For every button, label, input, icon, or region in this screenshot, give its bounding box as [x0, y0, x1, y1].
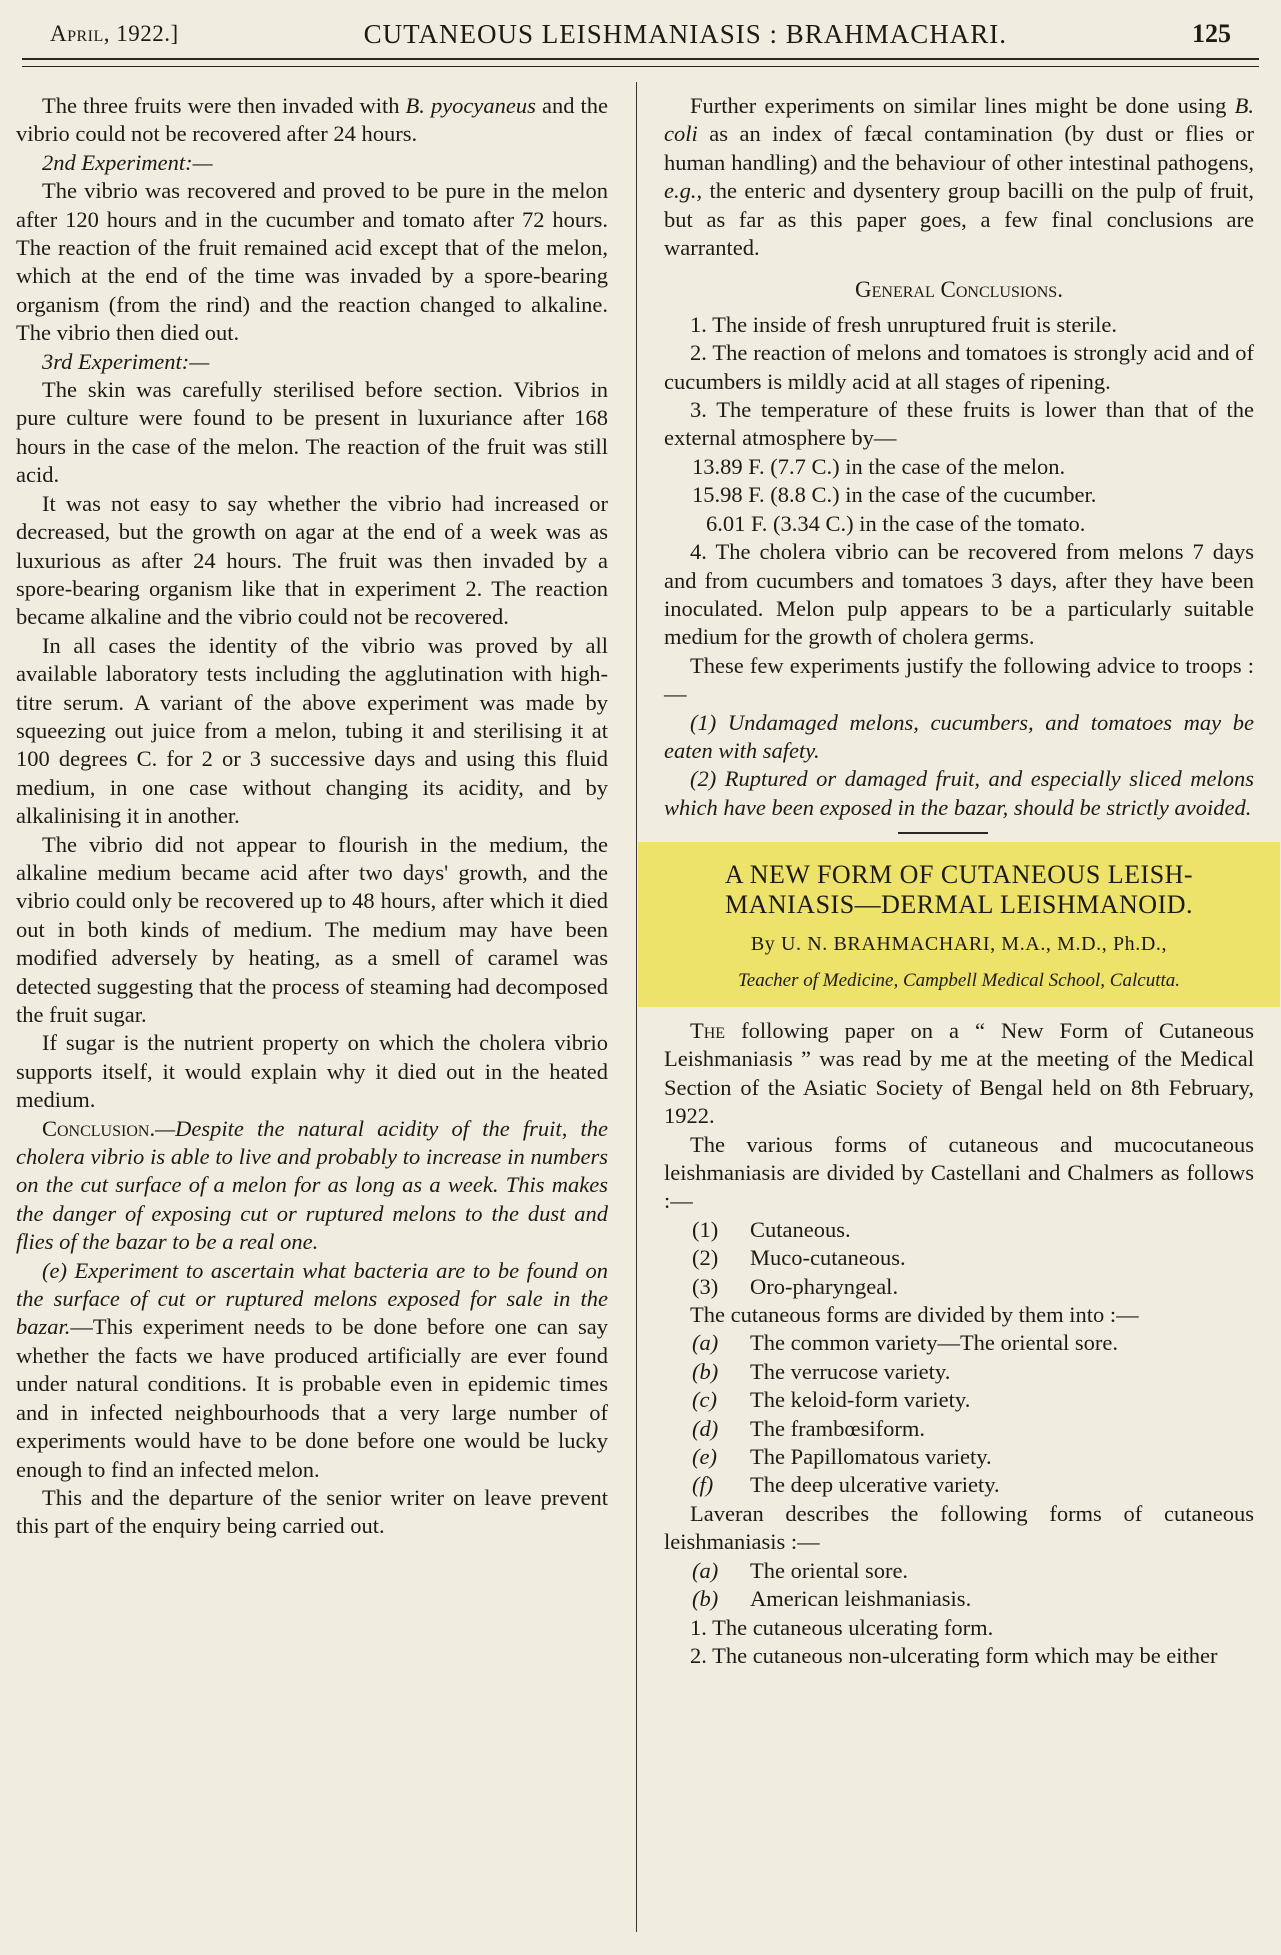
list-item: (e) The Papillomatous variety. — [692, 1444, 992, 1470]
experiment-3-text: The skin was carefully sterilised before section. Vibrios in pure culture were found to be present in luxuriance after 168 hours in the case of the melon. The reaction of the fruit was still acid. — [16, 377, 608, 488]
list-item: (a) The oriental sore. — [692, 1557, 909, 1583]
paragraph-intro: The following paper on a “ New Form of Cutaneous Leishmaniasis ” was read by me at the meeting of the Medical Section of the Asiatic Society of Bengal held on 8th February, 1922. — [664, 1017, 1254, 1129]
conclusion-3: 3. The temperature of these fruits is lower than that of the external atmosphere by— — [664, 397, 1254, 451]
temperature-cucumber: 15.98 F. (8.8 C.) in the case of the cucumber. — [692, 482, 1097, 508]
paragraph-forms-intro: The various forms of cutaneous and mucocutaneous leishmaniasis are divided by Castellani and Chalmers as follows :— — [664, 1131, 1254, 1214]
right-column — [664, 92, 1254, 1670]
article-title-line-2: MANIASIS—DERMAL LEISHMANOID. — [724, 890, 1194, 920]
header-rule-thick — [22, 58, 1259, 60]
paragraph-invasion: The three fruits were then invaded with B. pyocyaneus and the vibrio could not be recovered after 24 hours. — [16, 93, 608, 147]
paragraph-flourish: The vibrio did not appear to flourish in the medium, the alkaline medium became acid after two days' growth, and the vibrio could only be recovered up to 48 hours, after which it died out in both kinds of medium. The medium may have been modified adversely by heating, as a smell of caramel was detected suggesting that the process of steaming had decomposed the fruit sugar. — [16, 831, 608, 1027]
list-item: (3) Oro-pharyngeal. — [692, 1273, 899, 1299]
forms-list — [664, 1216, 1254, 1301]
list-item: (b) American leishmaniasis. — [692, 1586, 972, 1612]
header-rule-thin — [22, 66, 1259, 67]
list-item: (b) The verrucose variety. — [692, 1358, 951, 1384]
paragraph-identity: In all cases the identity of the vibrio was proved by all available laboratory tests including the agglutination with high-titre serum. A variant of the above experiment was made by squeezing out juice from a melon, tubing it and sterilising it at 100 degrees C. for 2 or 3 successive days and using this fluid medium, in one case without changing its acidity, and by alkalinising it in another. — [16, 632, 608, 829]
list-item: (d) The frambœsiform. — [692, 1415, 925, 1441]
article-byline: By U. N. BRAHMACHARI, M.A., M.D., Ph.D., — [750, 933, 1168, 956]
organism-name: B. pyocyaneus — [405, 93, 536, 118]
paragraph-growth: It was not easy to say whether the vibrio had increased or decreased, but the growth on agar at the end of a week was as luxurious as after 24 hours. The fruit was then invaded by a spore-bearing organism like that in experiment 2. The reaction became alkaline and the vibrio could not be recovered. — [16, 490, 608, 630]
paragraph-further-experiments: Further experiments on similar lines might be done using B. coli as an index of fæcal contamination (by dust or flies or human handling) and the behaviour of other intestinal pathogens, e.g., the enteric and dysentery group bacilli on the pulp of fruit, but as far as this paper goes, a few final conclusions are warranted. — [664, 93, 1254, 261]
laveran-forms-list — [664, 1557, 1254, 1614]
paragraph-laveran-intro: Laveran describes the following forms of cutaneous leishmaniasis :— — [664, 1500, 1254, 1555]
numbered-item-2: 2. The cutaneous non-ulcerating form which may be either — [690, 1642, 1218, 1668]
running-title: CUTANEOUS LEISHMANIASIS : BRAHMACHARI. — [363, 18, 1008, 49]
section-separator-rule — [898, 832, 988, 834]
experiment-2-heading: 2nd Experiment:— — [42, 149, 213, 175]
article-title-line-1: A NEW FORM OF CUTANEOUS LEISH- — [724, 860, 1194, 890]
paragraph-experiment-e: (e) Experiment to ascertain what bacteria are to be found on the surface of cut or ruptured melons exposed for sale in the bazar.—This experiment needs to be done before one can say whether the facts we have produced artificially are ever found under natural conditions. It is probable even in epidemic times and in infected neighbourhoods that a very large number of experiments would have to be done before one would be lucky enough to find an infected melon. — [16, 1257, 608, 1482]
page-number: 125 — [1192, 19, 1231, 48]
temperature-melon: 13.89 F. (7.7 C.) in the case of the melon. — [692, 453, 1066, 479]
list-item: (f) The deep ulcerative variety. — [692, 1472, 1000, 1498]
experiment-2-text: The vibrio was recovered and proved to be pure in the melon after 120 hours and in the cucumber and tomato after 72 hours. The reaction of the fruit remained acid except that of the melon, which at the end of the time was invaded by a spore-bearing organism (from the rind) and the reaction changed to alkaline. The vibrio then died out. — [16, 178, 608, 346]
temperature-tomato: 6.01 F. (3.34 C.) in the case of the tomato. — [706, 510, 1086, 536]
left-column — [16, 92, 608, 1541]
paragraph-cutaneous-intro: The cutaneous forms are divided by them into :— — [690, 1302, 1139, 1328]
issue-date: April, 1922.] — [50, 21, 179, 46]
advice-item-1: (1) Undamaged melons, cucumbers, and tomatoes may be eaten with safety. — [664, 709, 1254, 763]
list-item: (c) The keloid-form variety. — [692, 1387, 971, 1413]
experiment-e-title: (e) Experiment to ascertain what bacteria are to be found on the surface of cut or ruptured melons exposed for sale in the bazar. — [16, 1257, 608, 1340]
paragraph-departure: This and the departure of the senior writer on leave prevent this part of the enquiry being carried out. — [16, 1484, 608, 1539]
paragraph-sugar: If sugar is the nutrient property on which the cholera vibrio supports itself, it would explain why it died out in the heated medium. — [16, 1030, 608, 1113]
general-conclusions-heading: General Conclusions. — [855, 277, 1063, 303]
list-item: (2) Muco-cutaneous. — [692, 1245, 906, 1271]
paragraph-conclusion — [16, 1115, 608, 1257]
experiment-3-heading: 3rd Experiment:— — [42, 348, 210, 374]
conclusion-2: 2. The reaction of melons and tomatoes is strongly acid and of cucumbers is mildly acid at all stages of ripening. — [664, 340, 1254, 394]
article-affiliation: Teacher of Medicine, Campbell Medical School, Calcutta. — [737, 969, 1181, 991]
article-header-highlight — [638, 842, 1280, 1007]
conclusion-1: 1. The inside of fresh unruptured fruit is sterile. — [690, 311, 1117, 337]
advice-intro: These few experiments justify the following advice to troops :— — [664, 652, 1254, 707]
conclusion-label: Conclusion. — [42, 1115, 156, 1141]
numbered-item-1: 1. The cutaneous ulcerating form. — [690, 1614, 994, 1640]
list-item: (1) Cutaneous. — [692, 1216, 851, 1242]
advice-item-2: (2) Ruptured or damaged fruit, and especially sliced melons which have been exposed in the bazar, should be strictly avoided. — [664, 766, 1254, 820]
column-divider — [636, 82, 637, 1932]
conclusion-4: 4. The cholera vibrio can be recovered from melons 7 days and from cucumbers and tomatoes 3 days, after they have been inoculated. Melon pulp appears to be a particularly suitable medium for the growth of cholera germs. — [664, 539, 1254, 650]
running-head — [50, 12, 1231, 56]
cutaneous-forms-list — [664, 1329, 1254, 1499]
conclusion-text: —Despite the natural acidity of the fruit, the cholera vibrio is able to live and probably to increase in numbers on the cut surface of a melon for as long as a week. This makes the danger of exposing cut or ruptured melons to the dust and flies of the bazar to be a real one. — [16, 1115, 608, 1255]
list-item: (a) The common variety—The oriental sore. — [692, 1330, 1118, 1356]
